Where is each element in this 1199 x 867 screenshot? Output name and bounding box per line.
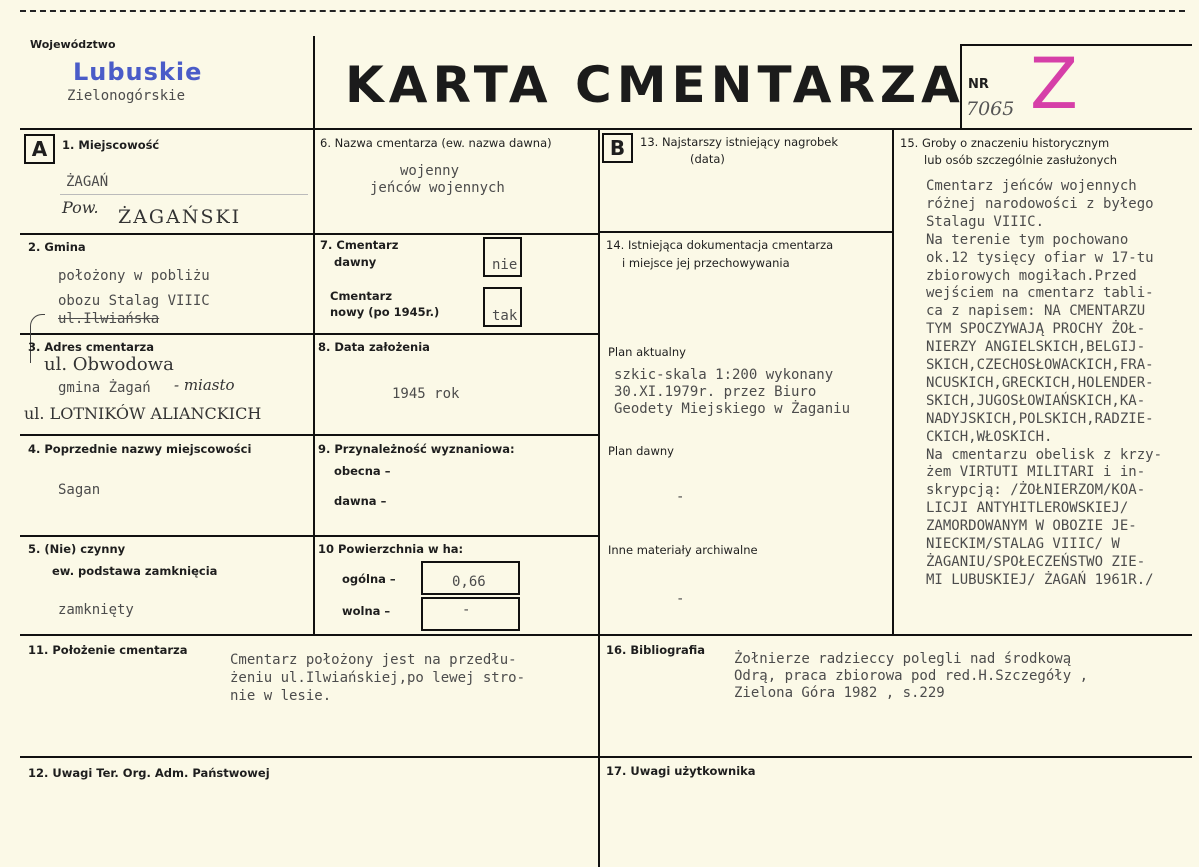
f1-pow-value: ŻAGAŃSKI: [118, 206, 242, 228]
f15-label2: lub osób szczególnie zasłużonych: [924, 153, 1118, 167]
f15-line: NIECKIM/STALAG VIIIC/ W: [926, 536, 1120, 552]
wojewodztwo-label: Województwo: [30, 38, 116, 51]
wojewodztwo-value: Lubuskie: [73, 58, 203, 86]
grid-line-h-b1: [599, 231, 893, 233]
f3-label: 3. Adres cmentarza: [28, 340, 154, 354]
f15-line: Na cmentarzu obelisk z krzy-: [926, 446, 1163, 463]
f15-line: SKICH,JUGOSŁOWIAŃSKICH,KA-: [926, 392, 1146, 409]
grid-line-h-1: [20, 233, 598, 235]
f15-line: SKICH,CZECHOSŁOWACKICH,FRA-: [926, 357, 1154, 373]
f15-line: NIERZY ANGIELSKICH,BELGIJ-: [926, 339, 1146, 356]
f6-label: 6. Nazwa cmentarza (ew. nazwa dawna): [320, 136, 552, 150]
f15-line: zbiorowych mogiłach.Przed: [926, 267, 1137, 284]
f9-label: 9. Przynależność wyznaniowa:: [318, 442, 515, 456]
f16-line1: Żołnierze radzieccy polegli nad środkową: [734, 651, 1072, 667]
f9-dawna: dawna –: [334, 494, 387, 508]
f15-line: żem VIRTUTI MILITARI i in-: [926, 464, 1146, 481]
f15-line: ZAMORDOWANYM W OBOZIE JE-: [926, 518, 1137, 535]
f15-line: ŻAGANIU/SPOŁECZEŃSTWO ZIE-: [926, 553, 1146, 570]
grid-line-v-1: [313, 128, 315, 634]
f15-line: CKICH,WŁOSKICH.: [926, 428, 1053, 445]
f15-line: ok.12 tysięcy ofiar w 17-tu: [926, 249, 1154, 266]
f14-plan-aktualny: Plan aktualny: [608, 345, 686, 359]
f10-label: 10 Powierzchnia w ha:: [318, 542, 464, 556]
f2-line1: położony w pobliżu: [58, 268, 210, 284]
f8-label: 8. Data założenia: [318, 340, 430, 354]
f14-plan-dawny: Plan dawny: [608, 444, 674, 458]
f7-label2: dawny: [334, 255, 377, 269]
f15-label1: 15. Groby o znaczeniu historycznym: [900, 136, 1110, 150]
f15-text-block: [926, 178, 1192, 628]
f3-hand1: ul. Obwodowa: [44, 354, 174, 375]
f15-line: MI LUBUSKIEJ/ ŻAGAŃ 1961R./: [926, 571, 1154, 588]
f14-plan-line1: szkic-skala 1:200 wykonany: [614, 367, 834, 383]
f7-value1: nie: [492, 257, 518, 273]
f11-line1: Cmentarz położony jest na przedłu-: [230, 652, 517, 668]
f10-ogolna-value: 0,66: [452, 574, 486, 590]
f16-line3: Zielona Góra 1982 , s.229: [734, 685, 945, 701]
f11-line3: nie w lesie.: [230, 688, 332, 704]
f15-line: różnej narodowości z byłego: [926, 195, 1154, 212]
f10-wolna-label: wolna –: [342, 604, 391, 618]
f14-plan-line3: Geodety Miejskiego w Żaganiu: [614, 401, 851, 417]
f15-line: LICJI ANTYHITLEROWSKIEJ/: [926, 500, 1129, 517]
f3-line2: gmina Żagań: [58, 380, 151, 396]
f16-label: 16. Bibliografia: [606, 643, 706, 657]
nr-label: NR: [968, 77, 989, 92]
nr-letter: Z: [1030, 43, 1078, 125]
grid-line-h-2: [20, 333, 598, 335]
f11-line2: żeniu ul.Ilwiańskiej,po lewej stro-: [230, 670, 526, 686]
f15-line: Cmentarz jeńców wojennych: [926, 178, 1137, 194]
section-b-marker: B: [602, 133, 633, 163]
f4-label: 4. Poprzednie nazwy miejscowości: [28, 442, 252, 456]
grid-line-v-2: [598, 128, 600, 867]
f16-line2: Odrą, praca zbiorowa pod red.H.Szczegóły ,: [734, 668, 1089, 684]
grid-line-v-header: [313, 36, 315, 128]
f2-line3-struck: ul.Ilwiańska: [58, 311, 160, 327]
f10-ogolna-label: ogólna –: [342, 572, 396, 586]
grid-line-h-6: [20, 756, 1192, 758]
f7-value2: tak: [492, 308, 518, 324]
f5-value: zamknięty: [58, 602, 134, 618]
f14-inne-value: -: [676, 591, 685, 607]
f1-pow-label: Pow.: [62, 198, 99, 217]
grid-line-h-5: [20, 634, 1192, 636]
f12-label: 12. Uwagi Ter. Org. Adm. Państwowej: [28, 766, 270, 780]
f15-line: NADYJSKICH,POLSKICH,RADZIE-: [926, 410, 1154, 427]
f17-label: 17. Uwagi użytkownika: [606, 764, 756, 778]
f1-value: ŻAGAŃ: [66, 174, 109, 190]
f15-line: Na terenie tym pochowano: [926, 231, 1129, 248]
f6-line2: jeńców wojennych: [370, 180, 505, 196]
grid-line-h-3: [20, 434, 598, 436]
f7-label3: Cmentarz: [330, 289, 393, 303]
f15-line: wejściem na cmentarz tabli-: [926, 285, 1154, 302]
f5-label2: ew. podstawa zamknięcia: [52, 564, 218, 578]
f14-label1: 14. Istniejąca dokumentacja cmentarza: [606, 238, 834, 252]
f14-inne: Inne materiały archiwalne: [608, 543, 758, 557]
f14-plan-dawny-value: -: [676, 489, 685, 505]
f15-line: skrypcją: /ŻOŁNIERZOM/KOA-: [926, 482, 1146, 499]
f15-line: ca z napisem: NA CMENTARZU: [926, 303, 1146, 320]
f2-line2: obozu Stalag VIIIC: [58, 293, 210, 309]
f11-label: 11. Położenie cmentarza: [28, 643, 188, 657]
grid-line-h-4: [20, 535, 598, 537]
wojewodztwo-old: Zielonogórskie: [67, 88, 186, 104]
grid-line-v-3: [892, 128, 894, 634]
f1-divider: [60, 194, 308, 195]
f4-value: Sagan: [58, 482, 101, 498]
f7-label1: 7. Cmentarz: [320, 238, 399, 252]
f10-wolna-box: [421, 597, 520, 631]
f14-label2: i miejsce jej przechowywania: [622, 256, 790, 270]
f8-value: 1945 rok: [392, 386, 460, 402]
nr-number: 7065: [966, 98, 1015, 120]
f3-hand2: - miasto: [174, 376, 235, 394]
f15-line: TYM SPOCZYWAJĄ PROCHY ŻOŁ-: [926, 321, 1146, 338]
f9-obecna: obecna –: [334, 464, 391, 478]
f10-wolna-value: -: [462, 602, 471, 618]
f1-label: 1. Miejscowość: [62, 138, 160, 152]
page-title: KARTA CMENTARZA: [345, 56, 965, 114]
dashed-top-border: [20, 10, 1185, 12]
f13-label1: 13. Najstarszy istniejący nagrobek: [640, 135, 839, 149]
f15-line: Stalagu VIIIC.: [926, 213, 1045, 230]
f15-line: NCUSKICH,GRECKICH,HOLENDER-: [926, 374, 1154, 391]
f3-hand3: ul. LOTNIKÓW ALIANCKICH: [24, 404, 262, 423]
f6-line1: wojenny: [400, 163, 460, 179]
f13-label2: (data): [690, 152, 725, 166]
f2-label: 2. Gmina: [28, 240, 86, 254]
f7-label4: nowy (po 1945r.): [330, 305, 440, 319]
f5-label1: 5. (Nie) czynny: [28, 542, 126, 556]
section-a-marker: A: [24, 134, 55, 164]
f14-plan-line2: 30.XI.1979r. przez Biuro: [614, 384, 817, 400]
